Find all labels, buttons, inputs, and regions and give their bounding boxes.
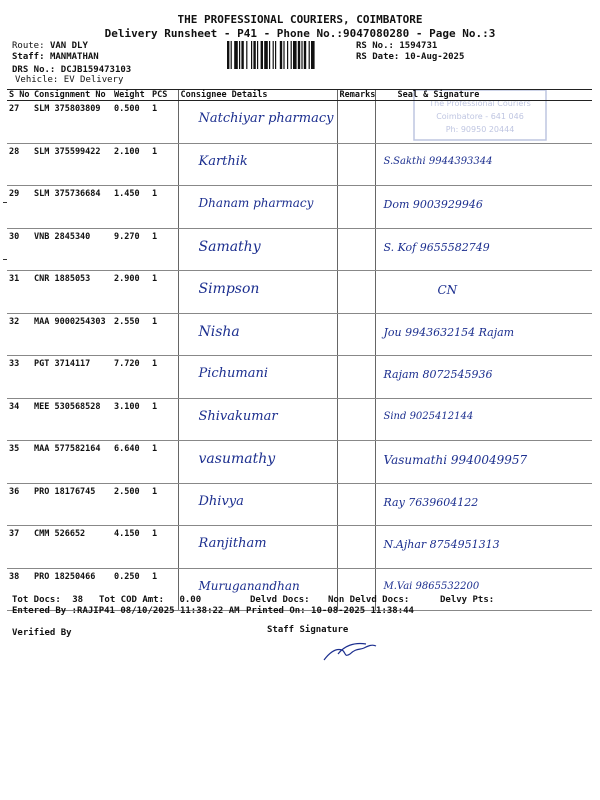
consignee-handwriting: Dhanam pharmacy: [198, 196, 314, 210]
receiver-signature: M.Vai 9865532200: [383, 580, 480, 592]
table-row: [7, 271, 592, 314]
row-consignee-cell: [178, 526, 337, 569]
row-consignment-no: VNB 2845340: [32, 228, 112, 271]
barcode-bar: [253, 41, 255, 69]
barcode-bar: [275, 41, 276, 69]
row-remarks: [337, 101, 375, 144]
col-weight: Weight: [112, 90, 150, 101]
consignee-handwriting: Nisha: [198, 323, 240, 340]
runsheet-table: [7, 89, 592, 611]
row-seal-signature-cell: [375, 313, 592, 356]
row-consignment-no: PGT 3714117: [32, 356, 112, 399]
consignee-handwriting: vasumathy: [198, 451, 276, 467]
non-delvd-docs-label: Non Delvd Docs:: [328, 595, 410, 605]
consignee-handwriting: Pichumani: [198, 366, 269, 381]
barcode-bar: [273, 41, 274, 69]
row-sno: 36: [7, 483, 32, 526]
consignee-handwriting: Shivakumar: [198, 408, 278, 424]
staff-signature-label: Staff Signature: [267, 625, 349, 635]
rs-no-label: RS No.:: [356, 41, 394, 51]
row-remarks: [337, 356, 375, 399]
row-seal-signature-cell: [375, 143, 592, 186]
row-consignee-cell: [178, 313, 337, 356]
row-remarks: [337, 271, 375, 314]
rs-date-label: RS Date:: [356, 52, 400, 62]
route-value: VAN DLY: [49, 41, 88, 51]
receiver-signature: CN: [437, 283, 458, 297]
receiver-signature: Dom 9003929946: [383, 198, 483, 211]
row-consignment-no: MAA 9000254303: [32, 313, 112, 356]
barcode-bar: [269, 41, 270, 69]
tot-docs: [12, 595, 83, 605]
drs-label: DRS No.:: [12, 65, 56, 75]
receiver-signature: S. Kof 9655582749: [383, 240, 490, 254]
row-remarks: [337, 441, 375, 484]
col-remarks: Remarks: [337, 90, 375, 101]
barcode-bar: [291, 41, 292, 69]
consignee-handwriting: Karthik: [198, 153, 248, 169]
consignee-handwriting: Ranjitham: [198, 536, 267, 551]
company-title: THE PROFESSIONAL COURIERS, COIMBATORE: [177, 13, 423, 26]
col-seal-signature: Seal & Signature: [375, 90, 592, 101]
barcode-bar: [283, 41, 284, 69]
row-consignment-no: PRO 18250466: [32, 568, 112, 611]
barcode-bar: [241, 41, 243, 69]
barcode-bar: [231, 41, 232, 69]
row-pcs: 1: [150, 101, 178, 144]
row-seal-signature-cell: [375, 186, 592, 229]
row-consignee-cell: [178, 356, 337, 399]
row-weight: 7.720: [112, 356, 150, 399]
tot-docs-label: Tot Docs:: [12, 595, 61, 605]
row-pcs: 1: [150, 313, 178, 356]
table-row: [7, 526, 592, 569]
row-sno: 38: [7, 568, 32, 611]
row-weight: 1.450: [112, 186, 150, 229]
barcode-bar: [251, 41, 252, 69]
row-pcs: 1: [150, 483, 178, 526]
row-sno: 32: [7, 313, 32, 356]
row-pcs: 1: [150, 186, 178, 229]
row-consignee-cell: [178, 441, 337, 484]
consignee-handwriting: Samathy: [198, 238, 261, 255]
staff-signature-scribble: [320, 636, 380, 666]
row-remarks: [337, 143, 375, 186]
table-row: [7, 356, 592, 399]
table-row: [7, 228, 592, 271]
barcode-bar: [257, 41, 258, 69]
row-pcs: 1: [150, 526, 178, 569]
margin-tick: [3, 259, 7, 260]
stamp-line-2: Coimbatore - 641 046: [436, 112, 524, 121]
row-remarks: [337, 526, 375, 569]
row-seal-signature-cell: [375, 526, 592, 569]
row-weight: 0.250: [112, 568, 150, 611]
row-weight: 2.900: [112, 271, 150, 314]
barcode-bar: [261, 41, 263, 69]
row-consignment-no: MAA 577582164: [32, 441, 112, 484]
rs-no-line: [356, 41, 437, 51]
tot-cod-label: Tot COD Amt:: [99, 595, 165, 605]
col-consignment: Consignment No: [32, 90, 112, 101]
row-sno: 33: [7, 356, 32, 399]
consignee-handwriting: Dhivya: [198, 493, 244, 509]
row-pcs: 1: [150, 271, 178, 314]
row-sno: 35: [7, 441, 32, 484]
row-sno: 27: [7, 101, 32, 144]
row-consignment-no: MEE 530568528: [32, 398, 112, 441]
row-seal-signature-cell: [375, 441, 592, 484]
row-pcs: 1: [150, 143, 178, 186]
delvd-docs-label: Delvd Docs:: [250, 595, 310, 605]
barcode-bar: [234, 41, 238, 69]
receiver-signature: Vasumathi 9940049957: [383, 453, 528, 467]
table-row: [7, 143, 592, 186]
row-seal-signature-cell: [375, 101, 592, 144]
row-pcs: 1: [150, 441, 178, 484]
stamp-line-1: The Professional Couriers: [429, 99, 531, 108]
barcode-bar: [309, 41, 310, 69]
tot-docs-value: 38: [72, 595, 84, 605]
row-sno: 29: [7, 186, 32, 229]
route-line: [12, 41, 88, 51]
rs-date-value: 10-Aug-2025: [404, 52, 465, 62]
staff-label: Staff:: [12, 52, 45, 62]
table-row: [7, 101, 592, 144]
row-consignment-no: SLM 375803809: [32, 101, 112, 144]
row-pcs: 1: [150, 228, 178, 271]
barcode-bar: [298, 41, 300, 69]
barcode-bar: [264, 41, 268, 69]
row-seal-signature-cell: [375, 228, 592, 271]
receiver-signature: Rajam 8072545936: [383, 368, 493, 381]
row-seal-signature-cell: [375, 398, 592, 441]
vehicle-value: EV Delivery: [63, 75, 124, 85]
row-remarks: [337, 186, 375, 229]
barcode-bar: [239, 41, 240, 69]
row-consignment-no: PRO 18176745: [32, 483, 112, 526]
margin-tick: [3, 202, 7, 203]
barcode-bar: [293, 41, 297, 69]
row-seal-signature-cell: [375, 271, 592, 314]
row-consignee-cell: [178, 398, 337, 441]
route-label: Route:: [12, 41, 45, 51]
barcode-bar: [287, 41, 288, 69]
staff-line: [12, 52, 99, 62]
tot-cod: [99, 595, 201, 605]
receiver-signature: Sind 9025412144: [383, 410, 474, 422]
row-weight: 2.100: [112, 143, 150, 186]
receiver-signature: S.Sakthi 9944393344: [383, 155, 493, 167]
receiver-signature: N.Ajhar 8754951313: [383, 538, 500, 551]
rs-no-value: 1594731: [399, 41, 438, 51]
row-pcs: 1: [150, 356, 178, 399]
barcode-bar: [246, 41, 247, 69]
row-sno: 28: [7, 143, 32, 186]
row-consignee-cell: [178, 143, 337, 186]
row-remarks: [337, 313, 375, 356]
row-remarks: [337, 483, 375, 526]
row-remarks: [337, 398, 375, 441]
delvy-pts-label: Delvy Pts:: [440, 595, 495, 605]
row-seal-signature-cell: [375, 483, 592, 526]
col-consignee: Consignee Details: [178, 90, 337, 101]
barcode-bar: [227, 41, 229, 69]
row-weight: 6.640: [112, 441, 150, 484]
entered-by: Entered By :RAJIP41 08/10/2025 11:38:22 AM: [12, 606, 240, 616]
staff-value: MANMATHAN: [49, 52, 99, 62]
table-header-row: [7, 90, 592, 101]
row-seal-signature-cell: [375, 356, 592, 399]
consignee-handwriting: Muruganandhan: [198, 578, 300, 593]
drs-line: [12, 65, 131, 75]
row-weight: 9.270: [112, 228, 150, 271]
row-consignment-no: CNR 1885053: [32, 271, 112, 314]
vehicle-label: Vehicle:: [15, 75, 59, 85]
row-weight: 2.550: [112, 313, 150, 356]
tot-cod-value: 0.00: [179, 595, 202, 605]
table-row: [7, 186, 592, 229]
row-pcs: 1: [150, 568, 178, 611]
runsheet-subtitle: Delivery Runsheet - P41 - Phone No.:9047080280 - Page No.:3: [104, 27, 496, 40]
table-row: [7, 441, 592, 484]
barcode-bar: [304, 41, 306, 69]
receiver-signature: Jou 9943632154 Rajam: [383, 325, 515, 339]
vehicle-line: [15, 75, 123, 85]
verified-by: Verified By: [12, 628, 72, 638]
row-consignment-no: SLM 375736684: [32, 186, 112, 229]
stamp-line-3: Ph: 90950 20444: [445, 125, 515, 134]
receiver-signature: Ray 7639604122: [383, 495, 479, 509]
barcode-bar: [280, 41, 282, 69]
drs-value: DCJB159473103: [60, 65, 132, 75]
row-consignment-no: CMM 526652: [32, 526, 112, 569]
row-consignee-cell: [178, 228, 337, 271]
rs-date-line: [356, 52, 464, 62]
row-sno: 34: [7, 398, 32, 441]
consignee-handwriting: Simpson: [198, 281, 260, 297]
consignee-handwriting: Natchiyar pharmacy: [198, 111, 334, 126]
row-consignee-cell: [178, 483, 337, 526]
row-weight: 2.500: [112, 483, 150, 526]
row-consignee-cell: [178, 101, 337, 144]
col-pcs: PCS: [150, 90, 178, 101]
row-consignee-cell: [178, 186, 337, 229]
printed-on: Printed On: 10-08-2025 11:38:44: [246, 606, 414, 616]
row-weight: 4.150: [112, 526, 150, 569]
row-sno: 30: [7, 228, 32, 271]
barcode-image: [227, 41, 347, 69]
table-row: [7, 483, 592, 526]
table-row: [7, 313, 592, 356]
row-weight: 3.100: [112, 398, 150, 441]
row-sno: 31: [7, 271, 32, 314]
row-consignee-cell: [178, 271, 337, 314]
table-row: [7, 398, 592, 441]
row-consignment-no: SLM 375599422: [32, 143, 112, 186]
row-sno: 37: [7, 526, 32, 569]
barcode-bar: [301, 41, 302, 69]
row-remarks: [337, 228, 375, 271]
row-weight: 0.500: [112, 101, 150, 144]
col-sno: S No: [7, 90, 32, 101]
barcode-bar: [311, 41, 315, 69]
row-pcs: 1: [150, 398, 178, 441]
